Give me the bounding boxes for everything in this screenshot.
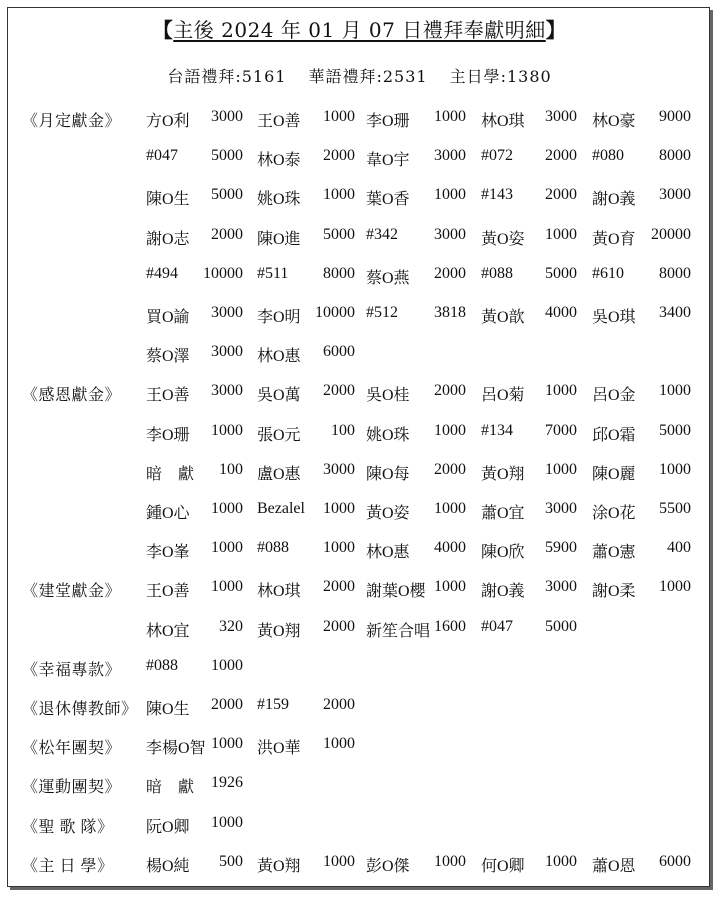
donor-name: #159 bbox=[257, 696, 289, 713]
donation-amount: 2000 bbox=[323, 617, 355, 635]
donor-name: 邱O霜 bbox=[592, 426, 636, 444]
attendance-totals bbox=[0, 64, 719, 87]
donation-amount: 3000 bbox=[545, 500, 577, 517]
donor-name: 林O琪 bbox=[481, 113, 525, 130]
page-title bbox=[0, 14, 719, 43]
offering-row bbox=[0, 378, 719, 408]
donation-amount: 3000 bbox=[211, 382, 243, 400]
donor-name: 呂O菊 bbox=[481, 387, 525, 405]
donation-amount: 4000 bbox=[434, 539, 466, 557]
donor-name: 王O善 bbox=[146, 387, 190, 405]
offering-row bbox=[0, 182, 719, 212]
donation-amount: 5000 bbox=[659, 421, 691, 439]
donation-amount: 1926 bbox=[211, 774, 243, 792]
donor-name: 蕭O恩 bbox=[592, 857, 636, 875]
donation-amount: 2000 bbox=[434, 382, 466, 400]
donation-amount: 2000 bbox=[434, 264, 466, 282]
donation-amount: 1000 bbox=[211, 421, 243, 439]
category-label: 《感恩獻金》 bbox=[22, 387, 122, 405]
frame-shadow-bottom bbox=[10, 887, 713, 890]
offering-row bbox=[0, 770, 719, 800]
donation-amount: 1600 bbox=[434, 617, 466, 635]
offering-row bbox=[0, 300, 719, 330]
donation-amount: 8000 bbox=[659, 264, 691, 282]
donor-name: 蕭O宜 bbox=[481, 505, 525, 522]
donation-amount: 320 bbox=[219, 617, 243, 635]
donation-amount: 1000 bbox=[211, 656, 243, 674]
donor-name: 謝O義 bbox=[592, 191, 636, 209]
donation-amount: 1000 bbox=[545, 460, 577, 478]
donor-name: 黃O姿 bbox=[366, 505, 410, 522]
offering-row bbox=[0, 692, 719, 722]
donation-amount: 10000 bbox=[203, 264, 243, 282]
donor-name: #134 bbox=[481, 421, 513, 439]
donation-amount: 5000 bbox=[545, 617, 577, 635]
donation-amount: 5900 bbox=[545, 539, 577, 557]
donation-amount: 1000 bbox=[323, 186, 355, 204]
offering-row bbox=[0, 261, 719, 291]
donor-name: 林O惠 bbox=[366, 544, 410, 562]
donor-name: 張O元 bbox=[257, 426, 301, 444]
total-mandarin-service: 華語禮拜:2531 bbox=[308, 67, 428, 86]
donation-amount: 1000 bbox=[434, 108, 466, 125]
offering-row bbox=[0, 222, 719, 252]
donation-amount: 2000 bbox=[434, 460, 466, 478]
offering-row bbox=[0, 653, 719, 683]
donation-amount: 2000 bbox=[545, 186, 577, 204]
donation-amount: 1000 bbox=[323, 108, 355, 125]
donation-amount: 1000 bbox=[323, 500, 355, 517]
donor-name: 吳O琪 bbox=[592, 309, 636, 326]
donation-amount: 1000 bbox=[659, 578, 691, 596]
offering-row bbox=[0, 731, 719, 761]
donation-amount: 2000 bbox=[323, 578, 355, 596]
donor-name: Bezalel bbox=[257, 500, 305, 517]
donor-name: 林O宜 bbox=[146, 622, 190, 640]
total-taiwanese-service: 台語禮拜:5161 bbox=[167, 67, 287, 86]
donation-amount: 20000 bbox=[651, 225, 691, 243]
offering-row bbox=[0, 810, 719, 840]
donation-amount: 1000 bbox=[434, 186, 466, 204]
donor-name: 鍾O心 bbox=[146, 505, 190, 522]
donor-name: 涂O花 bbox=[592, 505, 636, 522]
donation-amount: 100 bbox=[219, 460, 243, 478]
title-close-bracket: 】 bbox=[545, 18, 567, 42]
donation-amount: 2000 bbox=[211, 696, 243, 713]
donor-name: 陳O生 bbox=[146, 701, 190, 718]
category-label: 《建堂獻金》 bbox=[22, 583, 122, 601]
donation-amount: 1000 bbox=[659, 460, 691, 478]
donation-amount: 1000 bbox=[545, 382, 577, 400]
offering-row bbox=[0, 143, 719, 173]
donation-amount: 3000 bbox=[659, 186, 691, 204]
donation-amount: 1000 bbox=[659, 382, 691, 400]
donation-amount: 4000 bbox=[545, 304, 577, 321]
donor-name: 林O泰 bbox=[257, 152, 301, 170]
donation-amount: 1000 bbox=[323, 735, 355, 753]
donor-name: 韋O宇 bbox=[366, 152, 410, 170]
donor-name: #512 bbox=[366, 304, 398, 321]
category-label: 《松年團契》 bbox=[22, 740, 122, 758]
donation-amount: 5000 bbox=[545, 264, 577, 282]
donor-name: #088 bbox=[481, 264, 513, 282]
donation-amount: 6000 bbox=[323, 343, 355, 361]
donor-name: 暗 獻 bbox=[146, 465, 195, 483]
title-open-bracket: 【 bbox=[152, 18, 174, 42]
donation-amount: 8000 bbox=[323, 264, 355, 282]
donor-name: 姚O珠 bbox=[366, 426, 410, 444]
donor-name: 買O諭 bbox=[146, 309, 190, 326]
donor-name: 何O卿 bbox=[481, 857, 525, 875]
donor-name: 黃O翔 bbox=[481, 465, 525, 483]
donation-amount: 3818 bbox=[434, 304, 466, 321]
donor-name: 蔡O燕 bbox=[366, 269, 410, 287]
donor-name: 王O善 bbox=[257, 113, 301, 130]
donation-amount: 6000 bbox=[659, 852, 691, 870]
donor-name: 葉O香 bbox=[366, 191, 410, 209]
category-label: 《運動團契》 bbox=[22, 779, 122, 797]
donation-amount: 2000 bbox=[323, 382, 355, 400]
donor-name: 黃O姿 bbox=[481, 230, 525, 248]
category-label: 《聖 歌 隊》 bbox=[22, 818, 114, 836]
category-label: 《幸福專款》 bbox=[22, 661, 122, 679]
donor-name: 謝O柔 bbox=[592, 583, 636, 601]
donor-name: #610 bbox=[592, 264, 624, 282]
donation-amount: 3000 bbox=[211, 343, 243, 361]
donation-amount: 3000 bbox=[545, 108, 577, 125]
offering-row bbox=[0, 849, 719, 879]
donor-name: 盧O惠 bbox=[257, 465, 301, 483]
donor-name: 吳O桂 bbox=[366, 387, 410, 405]
donor-name: #080 bbox=[592, 147, 624, 165]
donor-name: 蕭O憲 bbox=[592, 544, 636, 562]
donor-name: 李O珊 bbox=[146, 426, 190, 444]
donation-amount: 1000 bbox=[211, 539, 243, 557]
donation-amount: 5500 bbox=[659, 500, 691, 517]
donation-amount: 3000 bbox=[434, 147, 466, 165]
category-label: 《主 日 學》 bbox=[22, 857, 114, 875]
donor-name: #342 bbox=[366, 225, 398, 243]
offering-row bbox=[0, 614, 719, 644]
title-text: 主後 2024 年 01 月 07 日禮拜奉獻明細 bbox=[173, 18, 546, 42]
donation-amount: 2000 bbox=[323, 147, 355, 165]
donor-name: #088 bbox=[146, 656, 178, 674]
donation-amount: 5000 bbox=[211, 186, 243, 204]
donation-amount: 1000 bbox=[323, 539, 355, 557]
donor-name: 陳O麗 bbox=[592, 465, 636, 483]
donation-amount: 1000 bbox=[434, 852, 466, 870]
category-label: 《月定獻金》 bbox=[22, 113, 122, 130]
offering-row bbox=[0, 535, 719, 565]
donation-amount: 8000 bbox=[659, 147, 691, 165]
donor-name: #047 bbox=[481, 617, 513, 635]
donor-name: 林O豪 bbox=[592, 113, 636, 130]
donor-name: 楊O純 bbox=[146, 857, 190, 875]
offering-row bbox=[0, 457, 719, 487]
donation-amount: 1000 bbox=[211, 813, 243, 831]
donor-name: 陳O生 bbox=[146, 191, 190, 209]
donation-amount: 2000 bbox=[211, 225, 243, 243]
donor-name: 林O惠 bbox=[257, 348, 301, 366]
donation-amount: 3000 bbox=[323, 460, 355, 478]
donor-name: 彭O傑 bbox=[366, 857, 410, 875]
donor-name: 阮O卿 bbox=[146, 818, 190, 836]
donation-amount: 1000 bbox=[545, 852, 577, 870]
donor-name: 暗 獻 bbox=[146, 779, 195, 797]
donor-name: #088 bbox=[257, 539, 289, 557]
donation-amount: 400 bbox=[667, 539, 691, 557]
total-sunday-school: 主日學:1380 bbox=[449, 67, 552, 86]
donor-name: #047 bbox=[146, 147, 178, 165]
donor-name: #143 bbox=[481, 186, 513, 204]
donor-name: 方O利 bbox=[146, 113, 190, 130]
donation-amount: 500 bbox=[219, 852, 243, 870]
donor-name: 陳O進 bbox=[257, 230, 301, 248]
donation-amount: 5000 bbox=[323, 225, 355, 243]
donation-amount: 3000 bbox=[211, 108, 243, 125]
donation-amount: 1000 bbox=[211, 735, 243, 753]
donor-name: 黃O育 bbox=[592, 230, 636, 248]
donation-amount: 1000 bbox=[211, 500, 243, 517]
offering-row bbox=[0, 104, 719, 134]
offering-row bbox=[0, 574, 719, 604]
donation-amount: 100 bbox=[331, 421, 355, 439]
donor-name: 呂O金 bbox=[592, 387, 636, 405]
donor-name: 謝葉O櫻 bbox=[366, 583, 426, 601]
donation-amount: 3000 bbox=[545, 578, 577, 596]
donor-name: 李O明 bbox=[257, 309, 301, 326]
donor-name: 謝O義 bbox=[481, 583, 525, 601]
donor-name: 黃O翔 bbox=[257, 857, 301, 875]
donation-amount: 9000 bbox=[659, 108, 691, 125]
donation-amount: 10000 bbox=[315, 304, 355, 321]
donor-name: 李楊O智 bbox=[146, 740, 206, 758]
category-label: 《退休傳教師》 bbox=[22, 701, 138, 718]
donation-amount: 2000 bbox=[323, 696, 355, 713]
donation-amount: 1000 bbox=[211, 578, 243, 596]
donor-name: 謝O志 bbox=[146, 230, 190, 248]
donor-name: 黃O翔 bbox=[257, 622, 301, 640]
donor-name: #494 bbox=[146, 264, 178, 282]
donor-name: #072 bbox=[481, 147, 513, 165]
donor-name: 洪O華 bbox=[257, 740, 301, 758]
donation-amount: 1000 bbox=[434, 578, 466, 596]
donation-amount: 3400 bbox=[659, 304, 691, 321]
donation-amount: 1000 bbox=[545, 225, 577, 243]
donation-amount: 3000 bbox=[434, 225, 466, 243]
donation-amount: 1000 bbox=[323, 852, 355, 870]
donor-name: 李O珊 bbox=[366, 113, 410, 130]
donor-name: 姚O珠 bbox=[257, 191, 301, 209]
donor-name: 新笙合唱 bbox=[366, 622, 431, 640]
donation-amount: 5000 bbox=[211, 147, 243, 165]
donation-amount: 3000 bbox=[211, 304, 243, 321]
donor-name: 陳O每 bbox=[366, 465, 410, 483]
donor-name: 蔡O澤 bbox=[146, 348, 190, 366]
donor-name: 吳O萬 bbox=[257, 387, 301, 405]
donor-name: 李O峯 bbox=[146, 544, 190, 562]
donation-amount: 7000 bbox=[545, 421, 577, 439]
donor-name: 王O善 bbox=[146, 583, 190, 601]
donation-amount: 1000 bbox=[434, 500, 466, 517]
donor-name: #511 bbox=[257, 264, 289, 282]
donor-name: 黃O歆 bbox=[481, 309, 525, 326]
offering-row bbox=[0, 418, 719, 448]
donation-amount: 1000 bbox=[434, 421, 466, 439]
donation-amount: 2000 bbox=[545, 147, 577, 165]
donor-name: 林O琪 bbox=[257, 583, 301, 601]
offering-row bbox=[0, 496, 719, 526]
offering-row bbox=[0, 339, 719, 369]
donor-name: 陳O欣 bbox=[481, 544, 525, 562]
